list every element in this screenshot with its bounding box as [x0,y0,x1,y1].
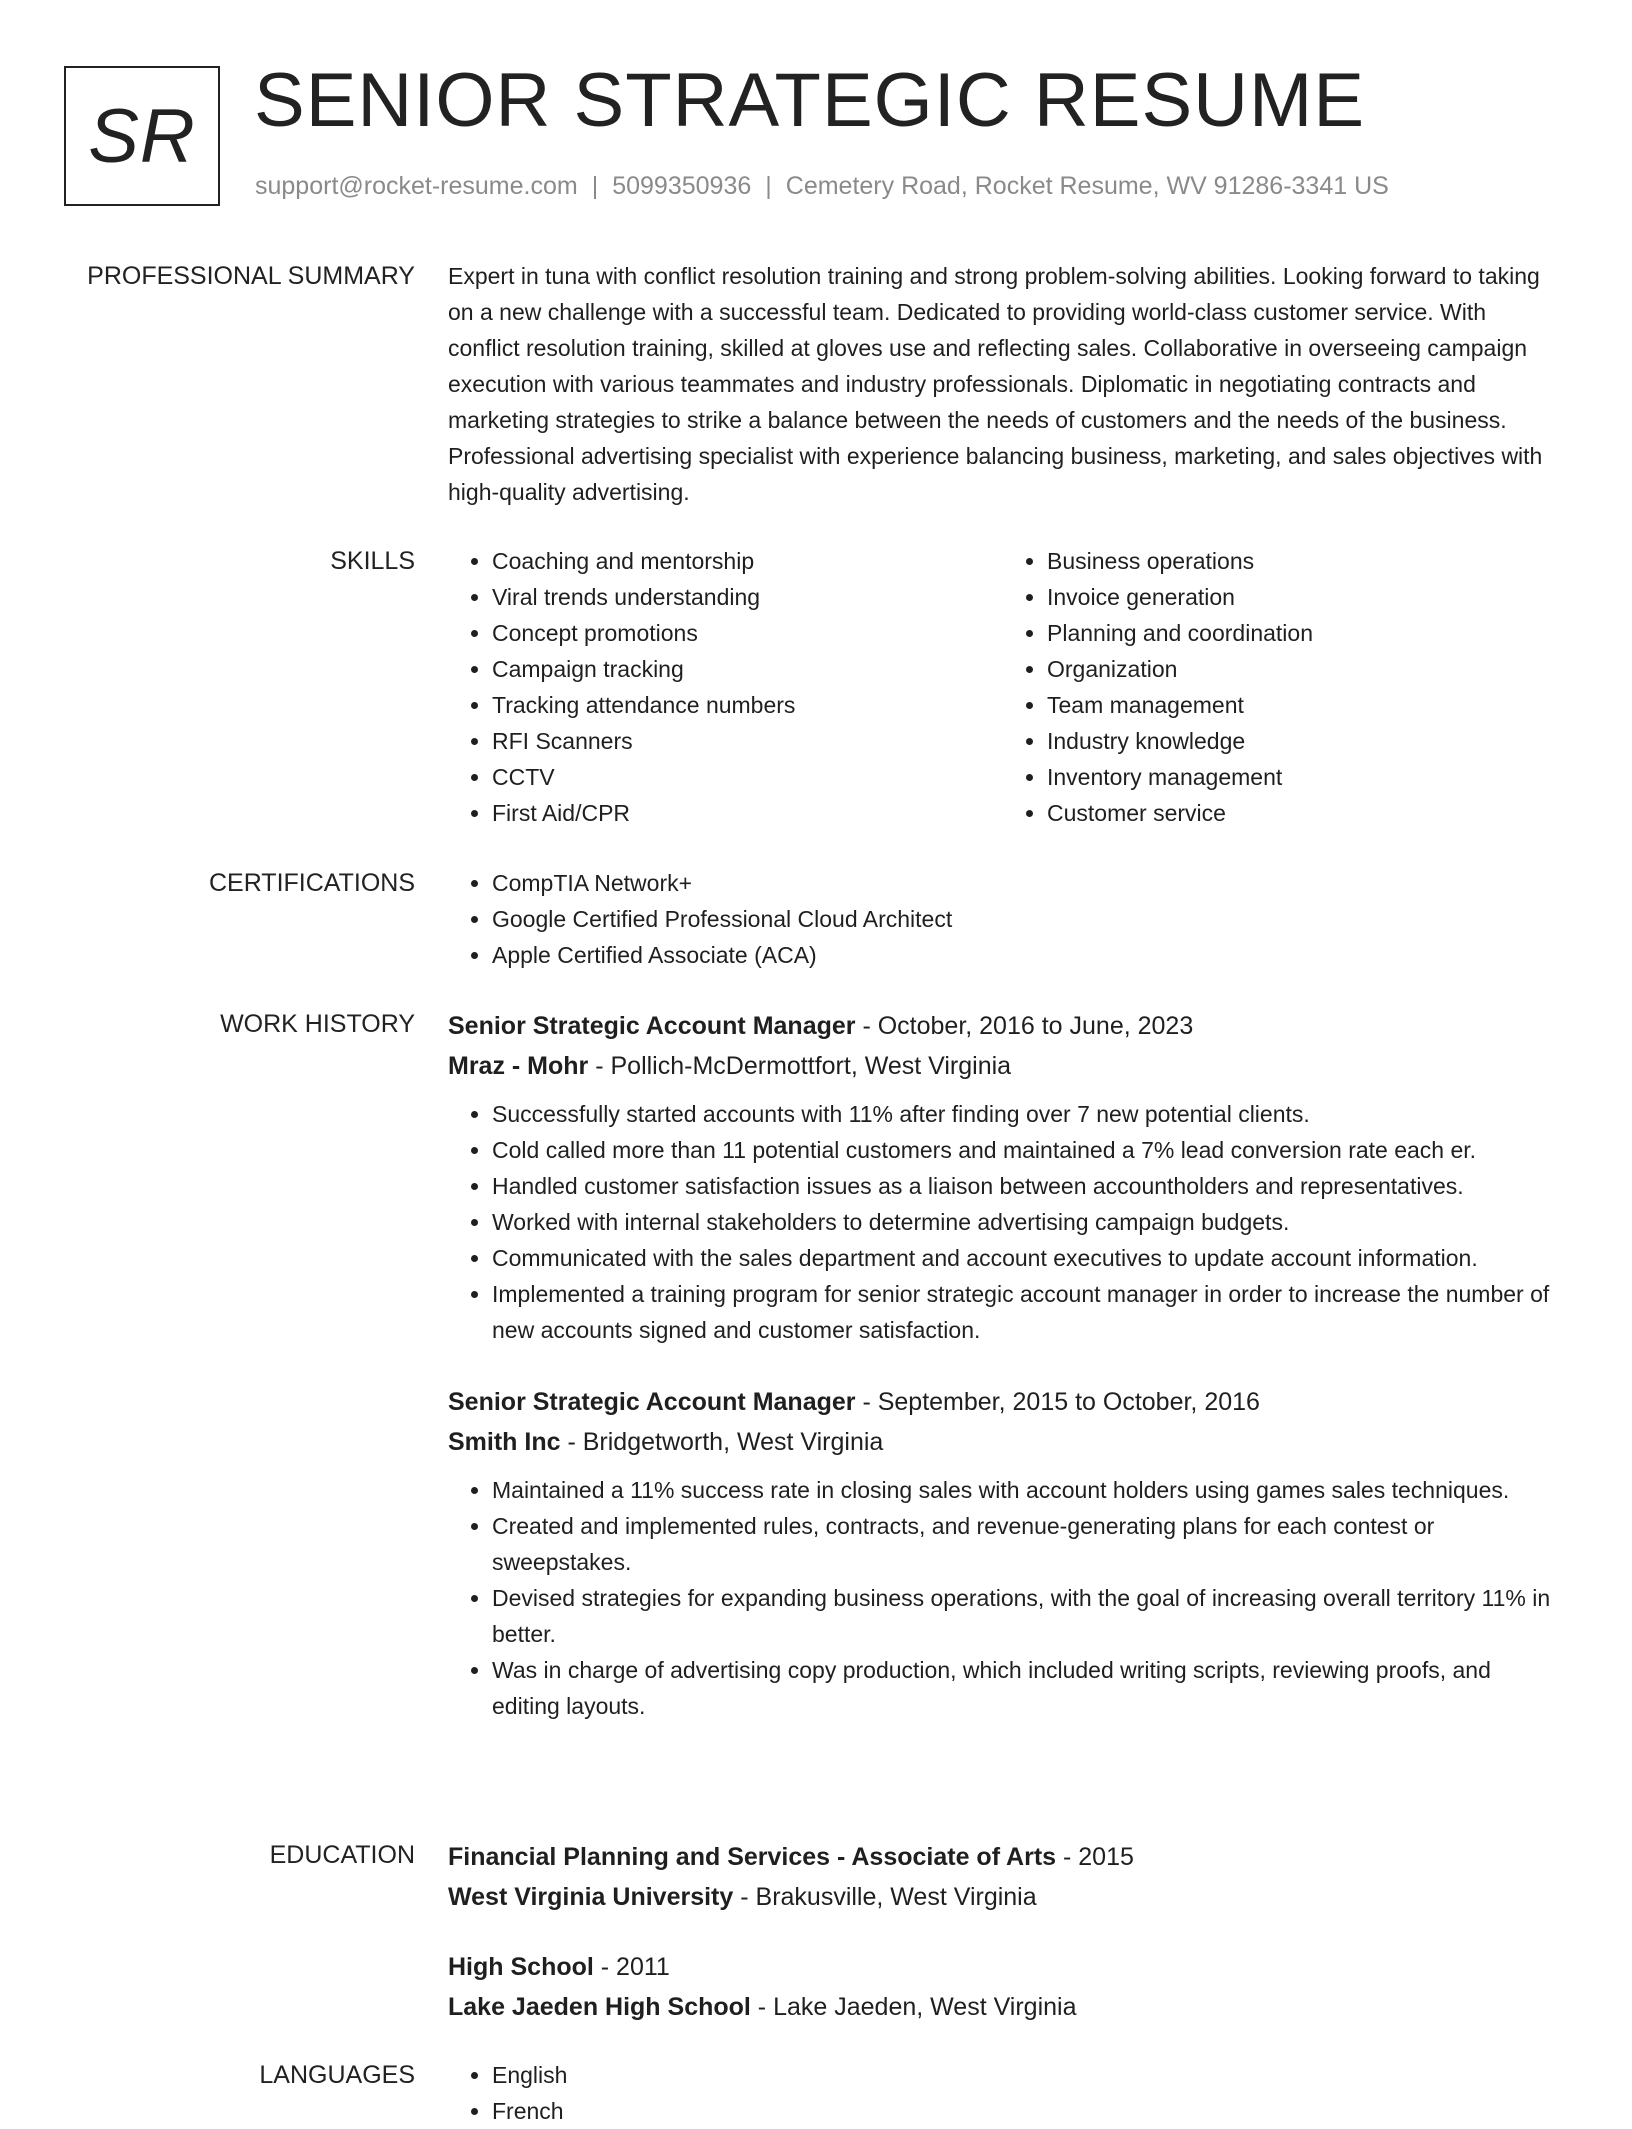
list-item: • Apple Certified Associate (ACA) [492,937,1558,973]
list-item: • English [492,2057,1558,2093]
section-label: EDUCATION [269,1841,415,1869]
list-item: • Created and implemented rules, contracts, and revenue-generating plans for each contest or sweepstakes. [492,1508,1558,1580]
list-item: • Team management [1047,687,1558,723]
job-entry [448,1382,1558,1724]
list-item: • Maintained a 11% success rate in closing sales with account holders using games sales techniques. [492,1472,1558,1508]
skills-list-left [448,543,1003,831]
monogram: SR [64,66,220,206]
list-item: • First Aid/CPR [492,795,1003,831]
list-item: • Handled customer satisfaction issues as a liaison between accountholders and representatives. [492,1168,1558,1204]
contact-address: Cemetery Road, Rocket Resume, WV 91286-3341 US [785,172,1389,200]
list-item: • Successfully started accounts with 11% after finding over 7 new potential clients. [492,1096,1558,1132]
education-location: - Brakusville, West Virginia [733,1883,1037,1911]
list-item: • Viral trends understanding [492,579,1003,615]
list-item: • Campaign tracking [492,651,1003,687]
languages-body [448,2057,1558,2129]
job-company: Smith Inc [448,1428,561,1456]
list-item: • Industry knowledge [1047,723,1558,759]
job-title: Senior Strategic Account Manager [448,1012,856,1040]
job-dates: - September, 2015 to October, 2016 [855,1388,1260,1416]
list-item: • Tracking attendance numbers [492,687,1003,723]
list-item: • Business operations [1047,543,1558,579]
job-title-line [448,1382,1558,1422]
education-degree: Financial Planning and Services - Associate of Arts [448,1843,1057,1871]
certifications-body [448,865,1558,973]
contact-separator: | [765,172,772,200]
contact-email: support@rocket-resume.com [255,172,578,200]
education-entry [448,1947,1558,2027]
certifications-list [448,865,1558,973]
job-title: Senior Strategic Account Manager [448,1388,856,1416]
resume-title: SENIOR STRATEGIC RESUME [254,58,1366,143]
job-title-line [448,1006,1558,1046]
list-item: • Customer service [1047,795,1558,831]
education-year: - 2011 [593,1953,670,1981]
languages-list [448,2057,1558,2129]
education-entry [448,1837,1558,1917]
work-body [448,1006,1558,1724]
list-item: • Invoice generation [1047,579,1558,615]
education-school-line [448,1987,1558,2027]
contact-line [255,172,1389,201]
list-item: • Coaching and mentorship [492,543,1003,579]
education-degree: High School [448,1953,594,1981]
job-location: - Bridgetworth, West Virginia [560,1428,884,1456]
section-label: WORK HISTORY [220,1010,415,1038]
education-degree-line [448,1837,1558,1877]
job-location: - Pollich-McDermottfort, West Virginia [588,1052,1012,1080]
summary-body [448,258,1558,510]
summary-text: Expert in tuna with conflict resolution training and strong problem-solving abilities. Looking forward to taking on a new challenge with a successful team. Dedicated to providing world-class customer service. With conflict resolution training, skilled at gloves use and reflecting sales. Collaborative in overseeing campaign execution with various teammates and industry professionals. Diplomatic in negotiating contracts and marketing strategies to strike a balance between the needs of customers and the needs of the business. Professional advertising specialist with experience balancing business, marketing, and sales objectives with high-quality advertising. [448,263,1543,505]
job-bullets [448,1096,1558,1348]
list-item: • Implemented a training program for senior strategic account manager in order to increase the number of new accounts signed and customer satisfaction. [492,1276,1558,1348]
list-item: • CCTV [492,759,1003,795]
list-item: • CompTIA Network+ [492,865,1558,901]
education-school-line [448,1877,1558,1917]
education-year: - 2015 [1056,1843,1134,1871]
skills-list-right [1003,543,1558,831]
list-item: • Was in charge of advertising copy production, which included writing scripts, reviewing proofs, and editing layouts. [492,1652,1558,1724]
education-body [448,1837,1558,2027]
list-item: • Organization [1047,651,1558,687]
contact-separator: | [591,172,599,200]
list-item: • French [492,2093,1558,2129]
list-item: • Google Certified Professional Cloud Architect [492,901,1558,937]
section-label: LANGUAGES [259,2061,415,2089]
contact-phone: 5099350936 [612,172,752,200]
education-school: Lake Jaeden High School [448,1993,751,2021]
list-item: • Concept promotions [492,615,1003,651]
job-bullets [448,1472,1558,1724]
education-location: - Lake Jaeden, West Virginia [750,1993,1077,2021]
section-label: PROFESSIONAL SUMMARY [87,262,415,290]
job-dates: - October, 2016 to June, 2023 [855,1012,1194,1040]
list-item: • Inventory management [1047,759,1558,795]
job-company-line [448,1422,1558,1462]
section-label: SKILLS [330,547,415,575]
section-label: CERTIFICATIONS [208,869,415,897]
education-school: West Virginia University [448,1883,734,1911]
list-item: • Planning and coordination [1047,615,1558,651]
list-item: • Cold called more than 11 potential customers and maintained a 7% lead conversion rate each er. [492,1132,1558,1168]
education-degree-line [448,1947,1558,1987]
job-company-line [448,1046,1558,1086]
list-item: • RFI Scanners [492,723,1003,759]
list-item: • Worked with internal stakeholders to determine advertising campaign budgets. [492,1204,1558,1240]
list-item: • Communicated with the sales department and account executives to update account information. [492,1240,1558,1276]
skills-columns [448,543,1558,831]
list-item: • Devised strategies for expanding business operations, with the goal of increasing overall territory 11% in better. [492,1580,1558,1652]
job-entry [448,1006,1558,1348]
job-company: Mraz - Mohr [448,1052,589,1080]
